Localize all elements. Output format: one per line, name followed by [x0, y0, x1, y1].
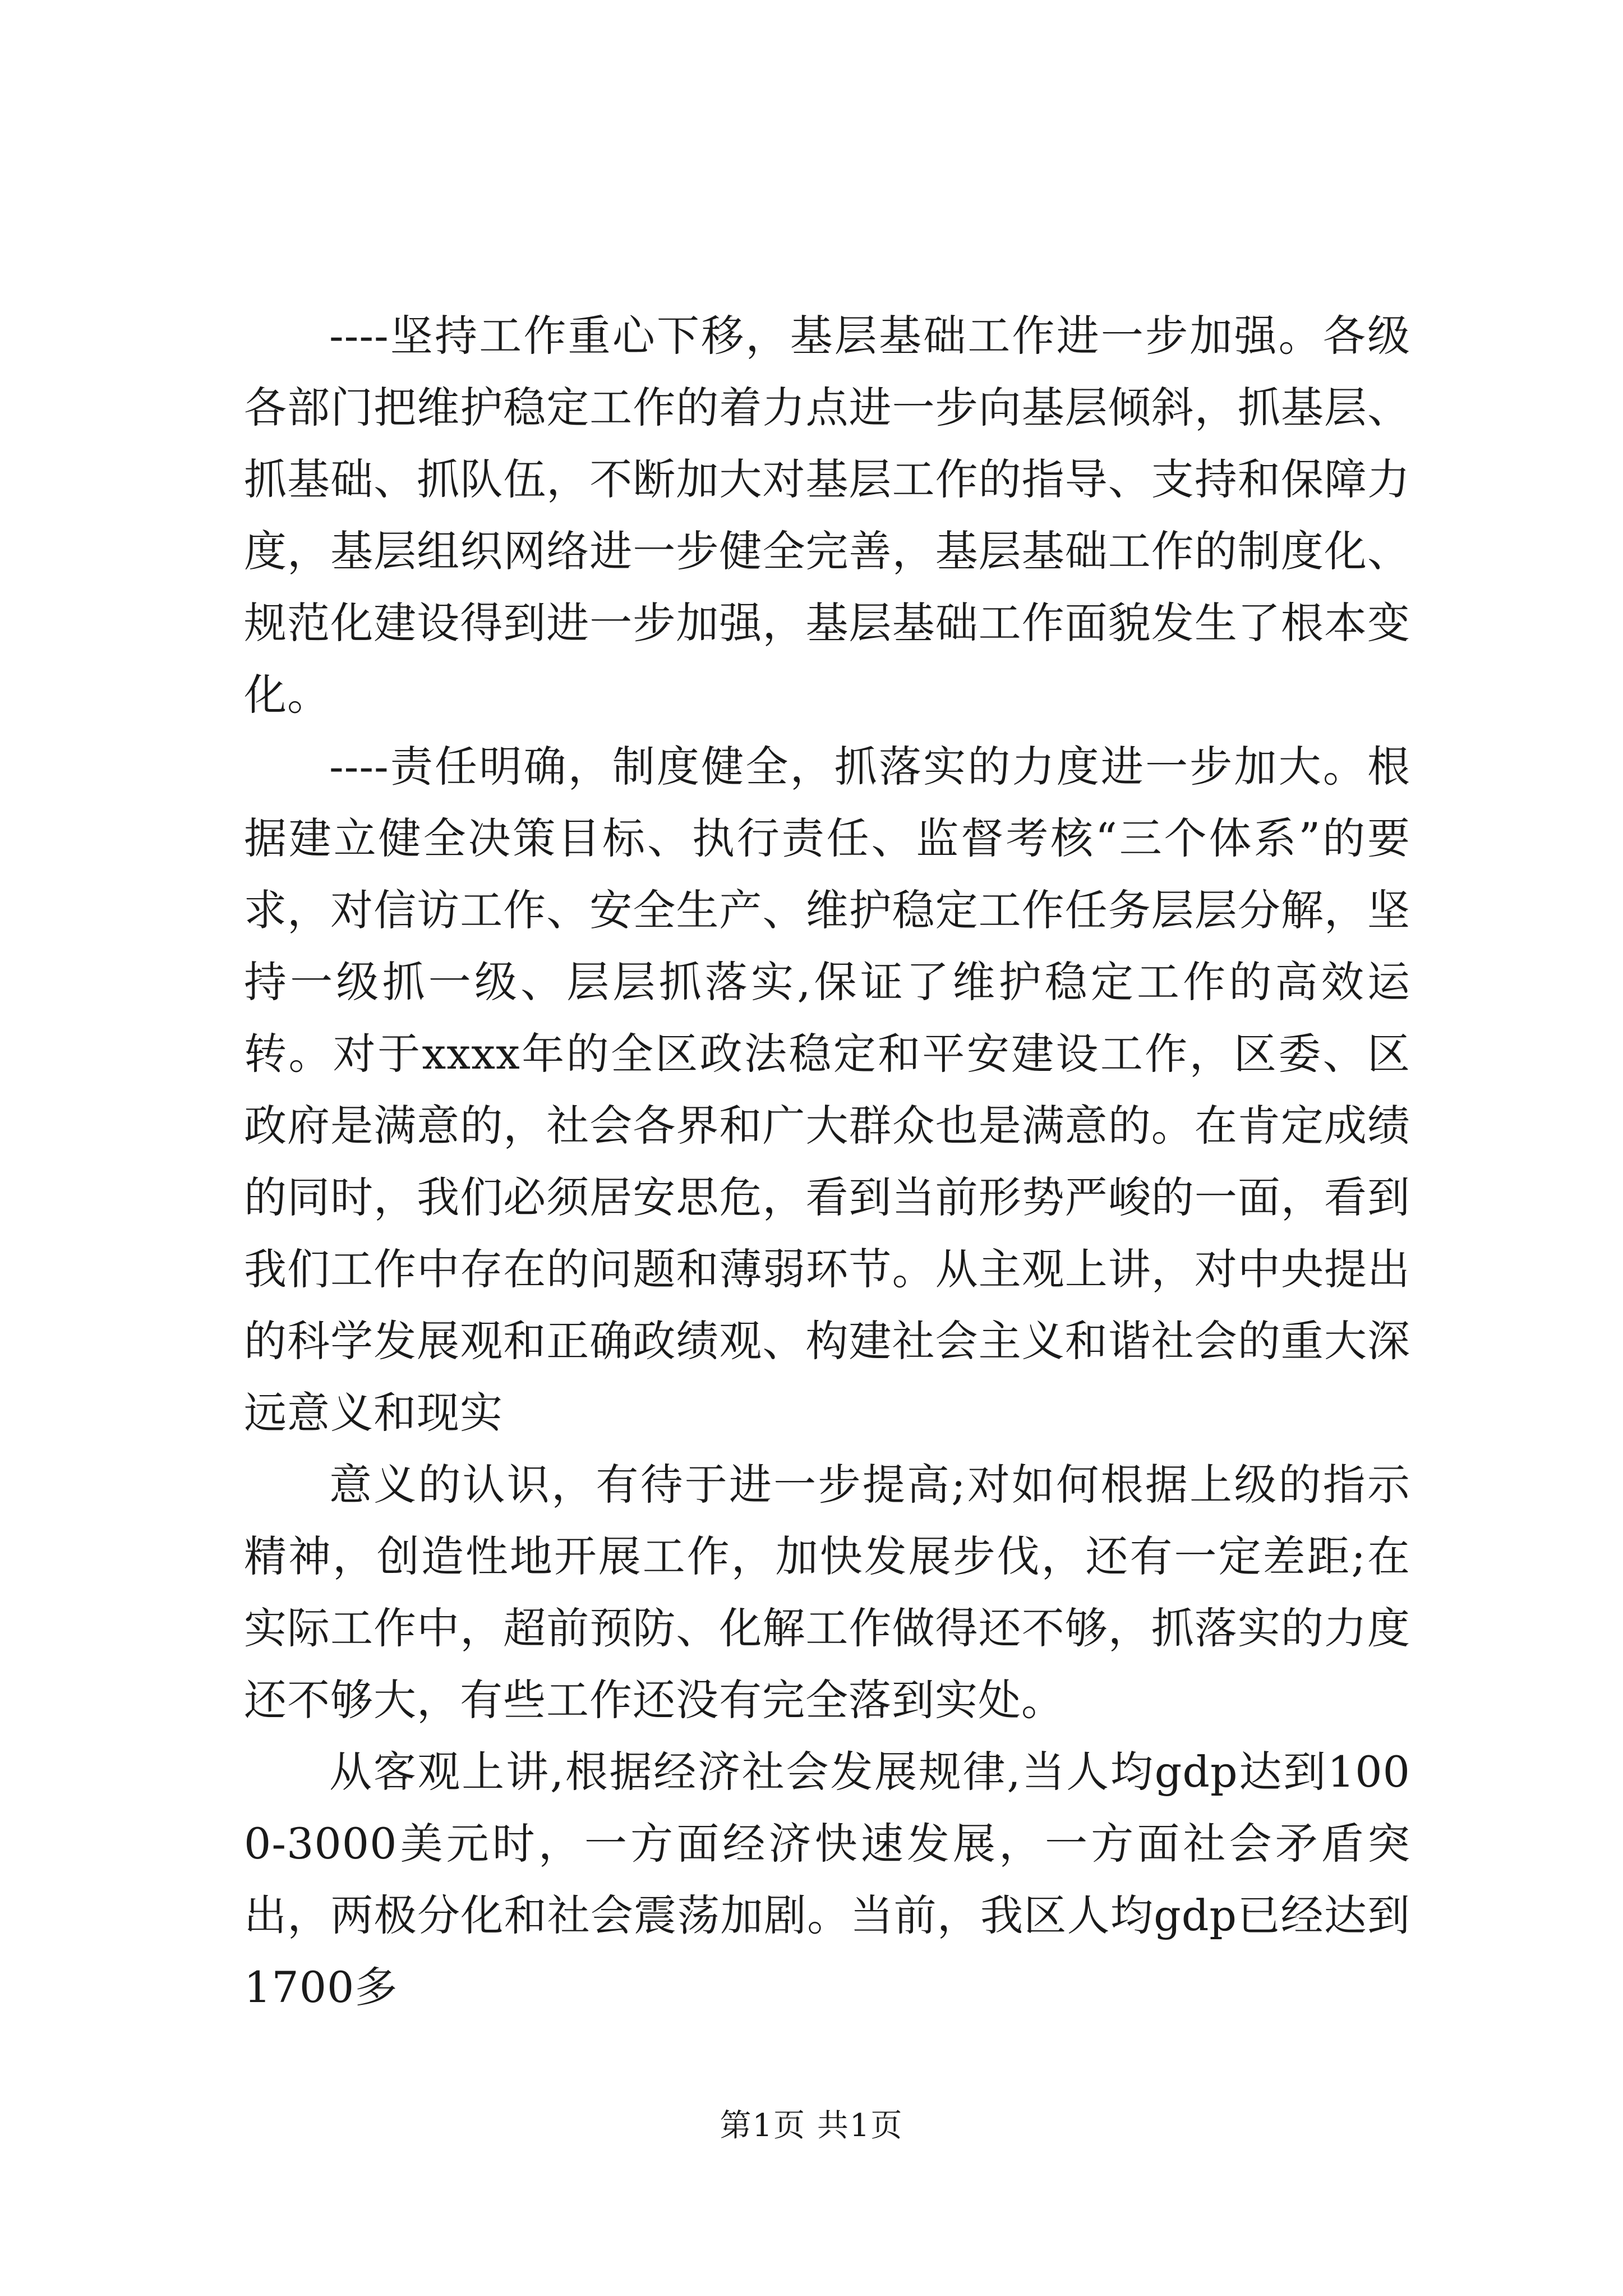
paragraph-grassroots: ----坚持工作重心下移，基层基础工作进一步加强。各级各部门把维护稳定工作的着力点进一步向基层倾斜，抓基层、抓基础、抓队伍，不断加大对基层工作的指导、支持和保障力度，基层组织网络进一步健全完善，基层基础工作的制度化、规范化建设得到进一步加强，基层基础工作面貌发生了根本变化。: [244, 311, 1410, 720]
paragraph-responsibility: ----责任明确，制度健全，抓落实的力度进一步加大。根据建立健全决策目标、执行责任、监督考核“三个体系”的要求，对信访工作、安全生产、维护稳定工作任务层层分解，坚持一级抓一级、层层抓落实,保证了维护稳定工作的高效运转。对于xxxx年的全区政法稳定和平安建设工作，区委、区政府是满意的，社会各界和广大群众也是满意的。在肯定成绩的同时，我们必须居安思危，看到当前形势严峻的一面，看到我们工作中存在的问题和薄弱环节。从主观上讲，对中央提出的科学发展观和正确政绩观、构建社会主义和谐社会的重大深远意义和现实: [244, 742, 1410, 1438]
page-number-footer: 第1页 共1页: [720, 2108, 903, 2144]
document-body: [244, 300, 1410, 2023]
paragraph-understanding: 意义的认识，有待于进一步提高;对如何根据上级的指示精神，创造性地开展工作，加快发展步伐，还有一定差距;在实际工作中，超前预防、化解工作做得还不够，抓落实的力度还不够大，有些工作还没有完全落到实处。: [244, 1460, 1410, 1725]
paragraph-objective: 从客观上讲,根据经济社会发展规律,当人均gdp达到1000-3000美元时，一方面经济快速发展，一方面社会矛盾突出，两极分化和社会震荡加剧。当前，我区人均gdp已经达到1700多: [244, 1747, 1410, 2012]
